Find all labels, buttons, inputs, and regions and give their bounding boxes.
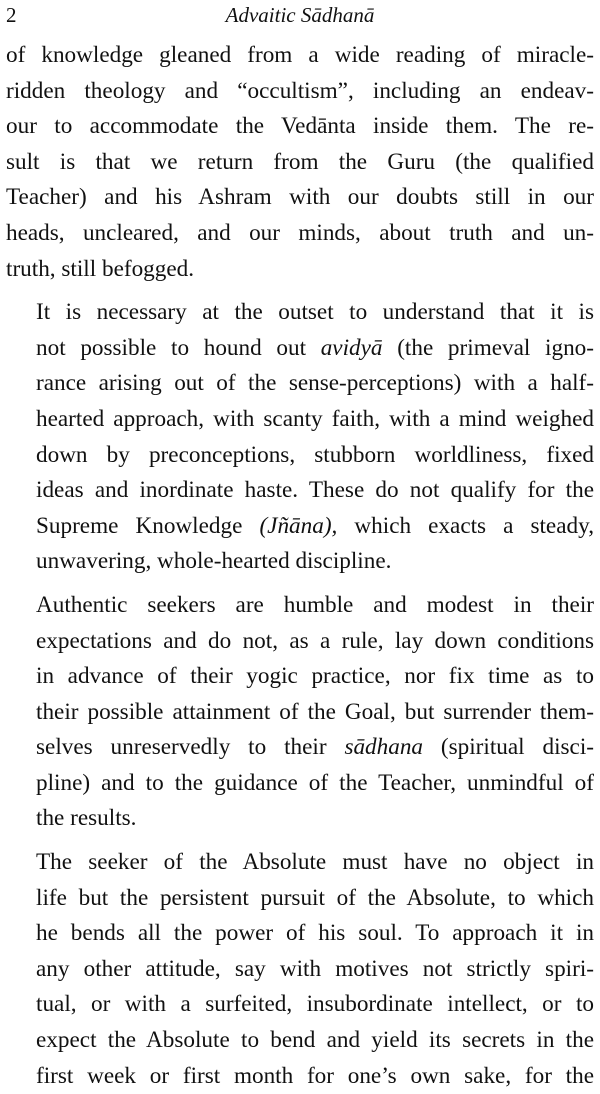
text-line: selves unreservedly to their sādhana (spiritual disci- bbox=[36, 734, 595, 761]
paragraph bbox=[6, 588, 594, 837]
text-line: expect the Absolute to bend and yield its secrets in the bbox=[36, 1027, 594, 1054]
text-line: hearted approach, with scanty faith, with a mind weighed bbox=[36, 405, 594, 432]
text-line: of knowledge gleaned from a wide reading of miracle- bbox=[6, 42, 594, 68]
body-text bbox=[6, 38, 594, 1094]
text-line: the results. bbox=[36, 805, 137, 832]
text-line: It is necessary at the outset to understand that it is bbox=[36, 299, 594, 326]
text-line: down by preconceptions, stubborn worldliness, fixed bbox=[36, 441, 594, 468]
italic-term: (Jñāna), bbox=[259, 512, 338, 539]
text-line: any other attitude, say with motives not strictly spiri- bbox=[36, 955, 594, 982]
paragraph bbox=[6, 38, 594, 287]
page-number: 2 bbox=[6, 3, 17, 27]
text-line: sult is that we return from the Guru (the qualified bbox=[6, 148, 594, 175]
paragraph bbox=[6, 295, 594, 580]
text-line: unwavering, whole-hearted discipline. bbox=[36, 548, 392, 575]
page-header bbox=[0, 0, 600, 34]
text-line: first week or first month for one’s own sake, for the bbox=[36, 1062, 594, 1089]
text-line: in advance of their yogic practice, nor fix time as to bbox=[36, 663, 594, 690]
text-line: Authentic seekers are humble and modest in their bbox=[36, 591, 594, 618]
text-line: truth, still befogged. bbox=[6, 255, 195, 282]
paragraph bbox=[6, 845, 594, 1094]
text-line: life but the persistent pursuit of the Absolute, to which bbox=[36, 884, 594, 911]
text-line: The seeker of the Absolute must have no object in bbox=[36, 849, 594, 876]
text-line: tual, or with a surfeited, insubordinate intellect, or to bbox=[36, 991, 594, 1018]
running-title: Advaitic Sādhanā bbox=[225, 3, 375, 27]
text-line: heads, uncleared, and our minds, about truth and un- bbox=[6, 219, 594, 246]
text-line: expectations and do not, as a rule, lay down conditions bbox=[36, 627, 594, 654]
text-line: their possible attainment of the Goal, but surrender them- bbox=[36, 698, 594, 725]
text-line: not possible to hound out avidyā (the primeval igno- bbox=[36, 334, 594, 361]
text-line: ideas and inordinate haste. These do not qualify for the bbox=[36, 477, 594, 504]
text-line: ridden theology and “occultism”, including an endeav- bbox=[6, 77, 594, 104]
text-line: Supreme Knowledge (Jñāna), which exacts a steady, bbox=[36, 512, 594, 539]
text-line: pline) and to the guidance of the Teacher, unmindful of bbox=[36, 769, 594, 796]
italic-term: sādhana bbox=[344, 734, 424, 761]
text-line: rance arising out of the sense-perceptions) with a half- bbox=[36, 370, 594, 397]
italic-term: avidyā bbox=[320, 334, 383, 361]
text-line: our to accommodate the Vedānta inside them. The re- bbox=[6, 113, 594, 140]
text-line: Teacher) and his Ashram with our doubts still in our bbox=[6, 184, 594, 211]
text-line: he bends all the power of his soul. To approach it in bbox=[36, 920, 594, 947]
